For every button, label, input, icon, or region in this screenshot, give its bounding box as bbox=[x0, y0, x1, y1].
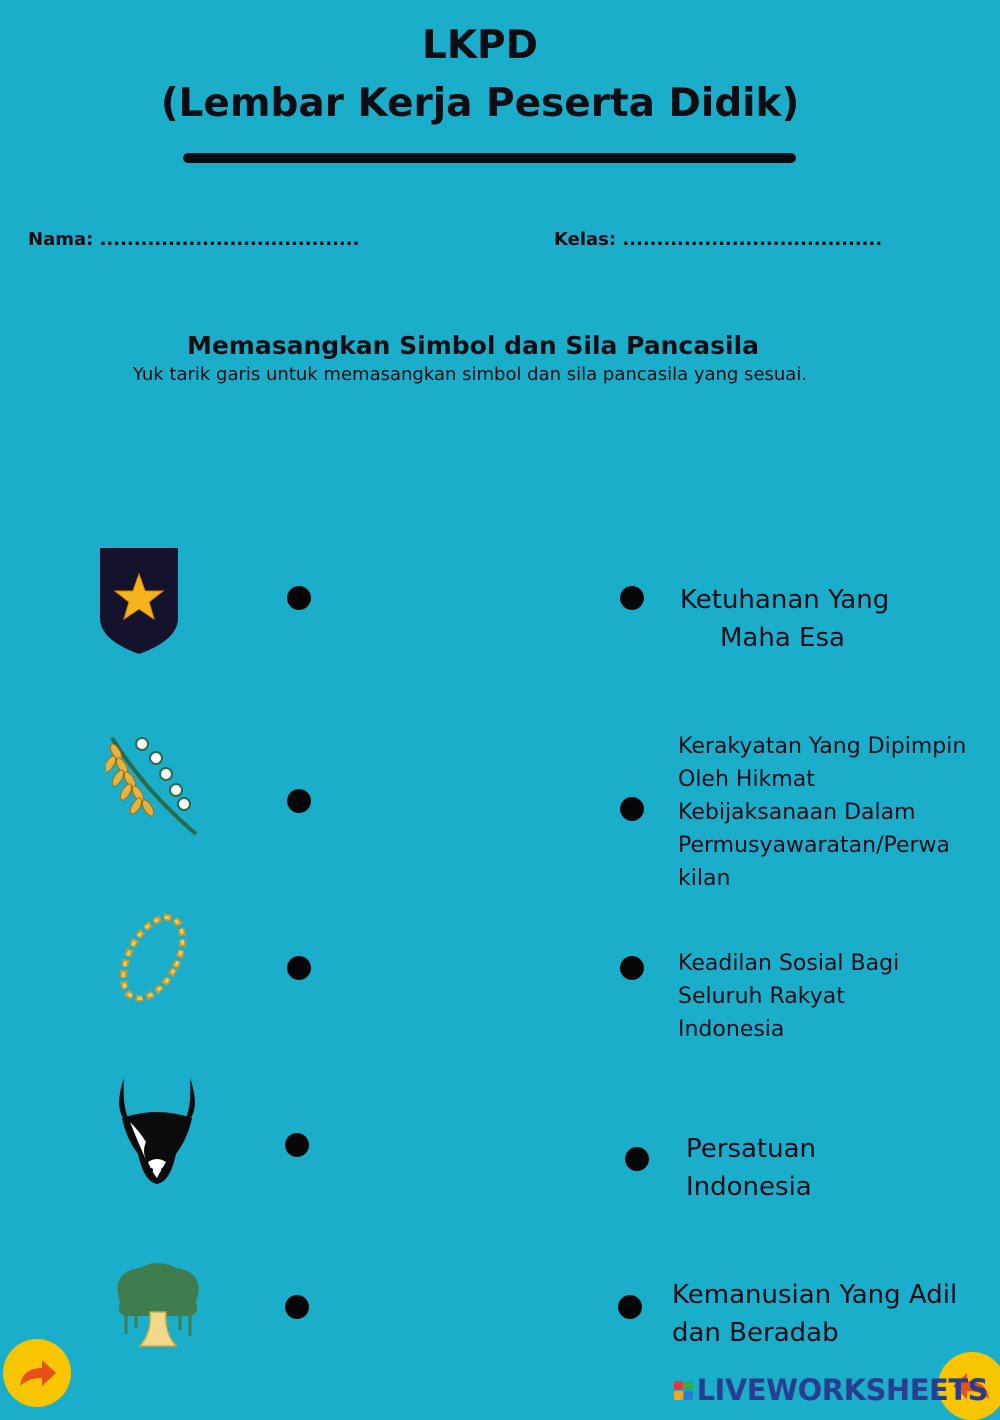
sila-connector-dot[interactable] bbox=[620, 586, 644, 610]
title-divider bbox=[183, 153, 796, 163]
page-subtitle: (Lembar Kerja Peserta Didik) bbox=[160, 81, 800, 126]
sila-connector-dot[interactable] bbox=[618, 1295, 642, 1319]
symbol-connector-dot[interactable] bbox=[285, 1133, 309, 1157]
chain-icon bbox=[114, 910, 192, 1006]
brand-mark-square bbox=[684, 1381, 693, 1390]
sila-line: Ketuhanan Yang bbox=[680, 585, 890, 615]
brand-mark-icon bbox=[674, 1381, 693, 1400]
symbol-connector-dot[interactable] bbox=[287, 586, 311, 610]
sila-line: Maha Esa bbox=[720, 623, 845, 653]
sila-connector-dot[interactable] bbox=[620, 956, 644, 980]
sila-persatuan bbox=[686, 1130, 926, 1206]
next-page-button[interactable] bbox=[3, 1339, 71, 1407]
sila-connector-dot[interactable] bbox=[625, 1147, 649, 1171]
banyan-tree-icon bbox=[110, 1262, 206, 1348]
sila-line: Kemanusian Yang Adil bbox=[672, 1280, 958, 1310]
bull-head-icon bbox=[110, 1078, 204, 1186]
sila-connector-dot[interactable] bbox=[620, 797, 644, 821]
star-shield-icon bbox=[100, 548, 178, 654]
forward-arrow-icon bbox=[16, 1356, 58, 1390]
nama-field[interactable]: Nama: ...................................... bbox=[28, 229, 360, 250]
liveworksheets-logo bbox=[674, 1373, 988, 1407]
task-heading: Memasangkan Simbol dan Sila Pancasila bbox=[186, 331, 760, 360]
sila-kemanusiaan bbox=[672, 1276, 982, 1352]
brand-mark-square bbox=[674, 1381, 683, 1390]
kelas-field[interactable]: Kelas: ...................................... bbox=[554, 229, 883, 250]
task-instruction: Yuk tarik garis untuk memasangkan simbol dan sila pancasila yang sesuai. bbox=[132, 364, 808, 385]
sila-line: dan Beradab bbox=[672, 1318, 839, 1348]
sila-keadilan: Keadilan Sosial Bagi Seluruh Rakyat Indonesia bbox=[678, 951, 900, 1042]
brand-mark-square bbox=[674, 1391, 683, 1400]
sila-line: Persatuan bbox=[686, 1134, 816, 1164]
symbol-connector-dot[interactable] bbox=[285, 1295, 309, 1319]
sila-kerakyatan: Kerakyatan Yang Dipimpin Oleh Hikmat Kebijaksanaan Dalam Permusyawaratan/Perwa kilan bbox=[678, 734, 967, 891]
sila-ketuhanan bbox=[680, 581, 940, 657]
rice-cotton-icon bbox=[106, 732, 200, 838]
sila-line: Indonesia bbox=[686, 1172, 812, 1202]
symbol-connector-dot[interactable] bbox=[287, 956, 311, 980]
page-title: LKPD bbox=[421, 23, 539, 68]
brand-mark-square bbox=[684, 1391, 693, 1400]
symbol-connector-dot[interactable] bbox=[287, 789, 311, 813]
brand-name: LIVEWORKSHEETS bbox=[696, 1373, 988, 1407]
